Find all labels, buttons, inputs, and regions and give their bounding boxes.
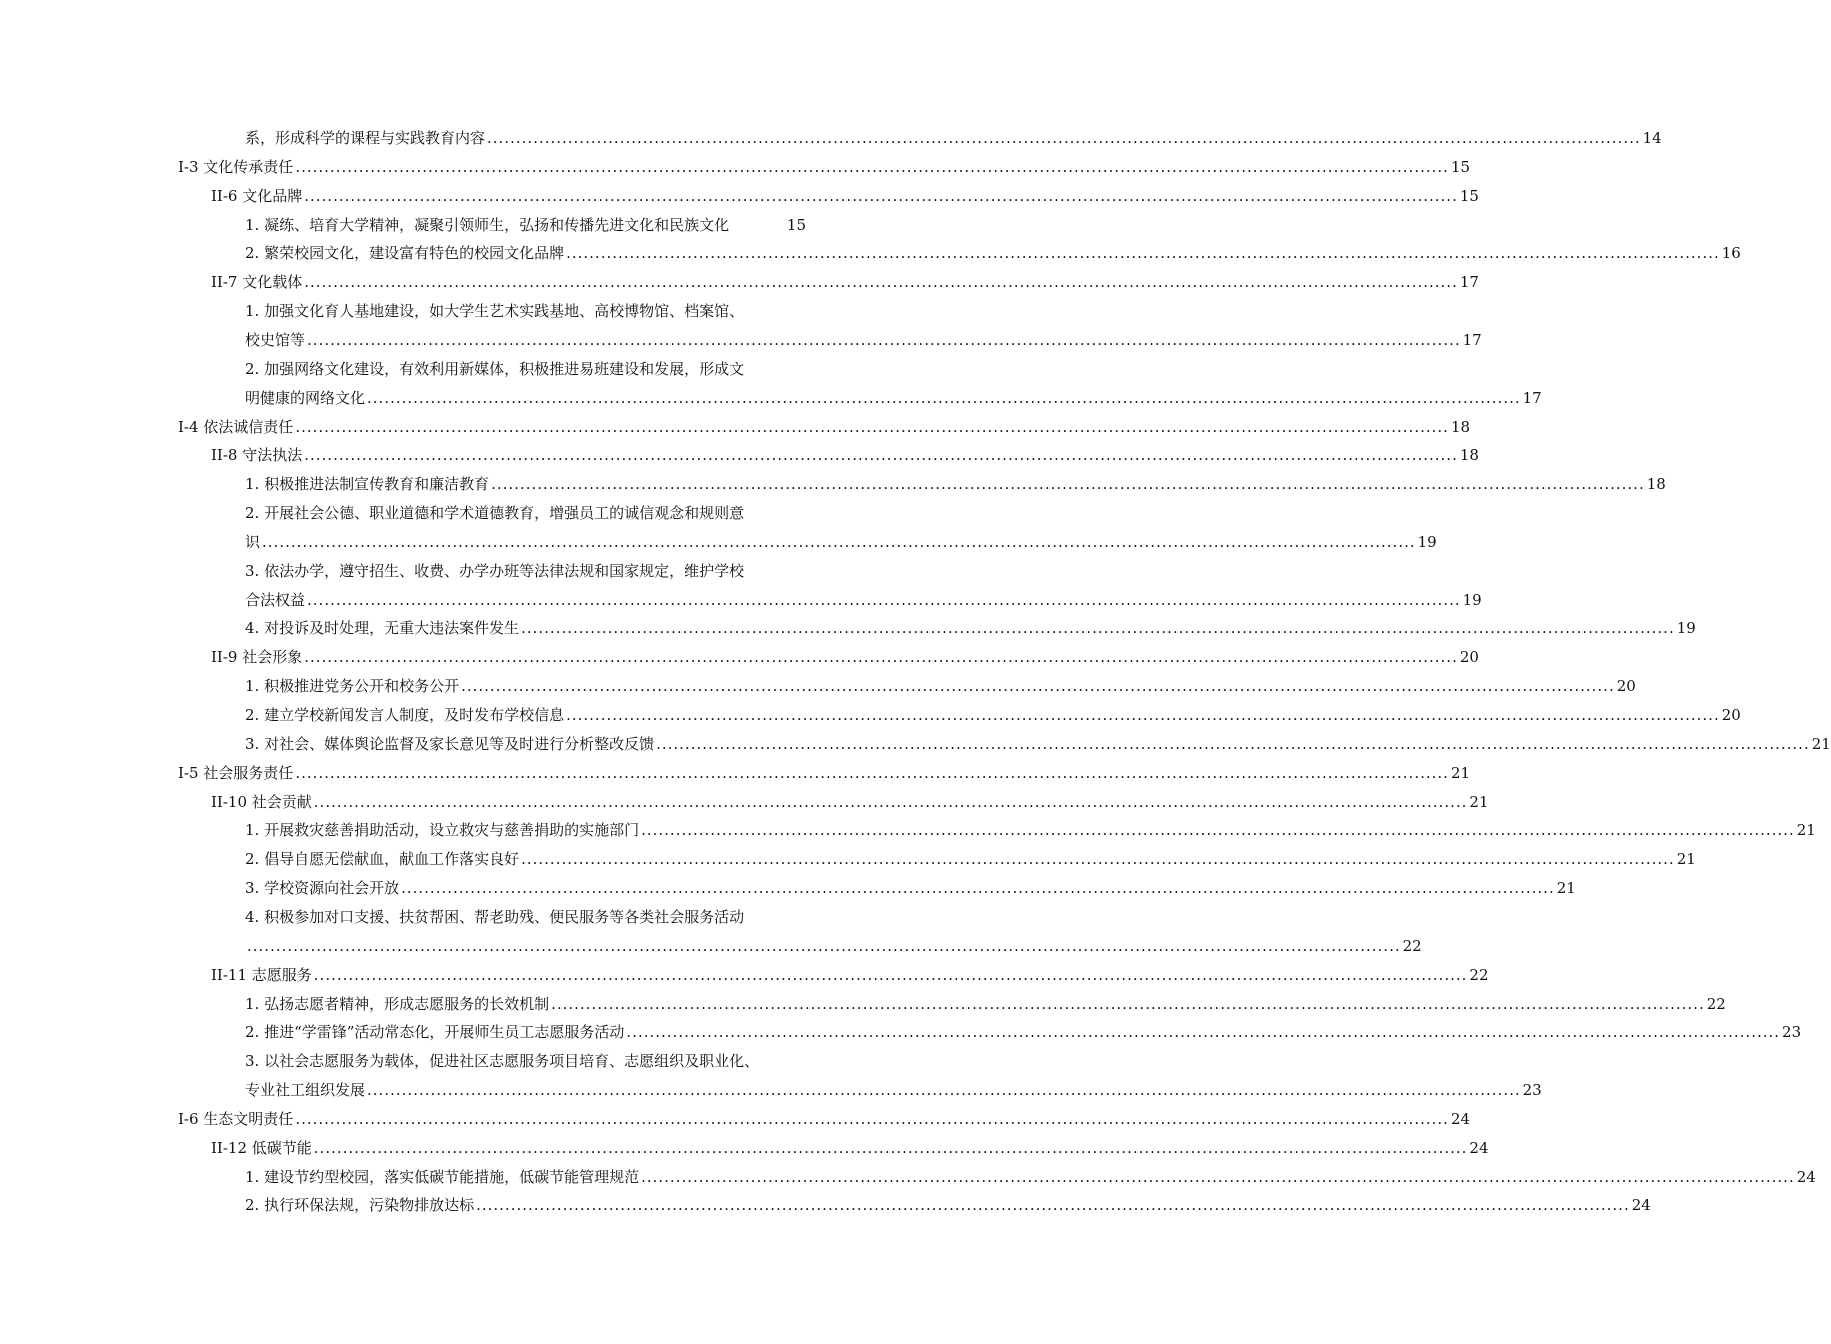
toc-entry[interactable] (245, 903, 806, 932)
dot-leader: ........................................................................................................................................................................................................ (487, 129, 1641, 147)
dot-leader: ........................................................................................................................................................................................................ (313, 966, 1468, 984)
toc-entry-title: 2. 繁荣校园文化，建设富有特色的校园文化品牌 (245, 244, 565, 262)
dot-leader: ........................................................................................................................................................................................................ (262, 533, 1416, 551)
toc-entry-title: 合法权益 (245, 591, 306, 609)
toc-entry-title: 2. 加强网络文化建设，有效利用新媒体，积极推进易班建设和发展，形成文 (245, 360, 745, 378)
toc-entry-title: I-6 生态文明责任 (178, 1110, 294, 1128)
toc-entry[interactable] (245, 124, 1662, 153)
toc-entry-title: 1. 凝练、培育大学精神，凝聚引领师生，弘扬和传播先进文化和民族文化 (245, 216, 730, 234)
toc-entry[interactable] (245, 239, 1741, 268)
toc-entry-title: I-3 文化传承责任 (178, 158, 294, 176)
toc-entry-title: 2. 建立学校新闻发言人制度，及时发布学校信息 (245, 706, 565, 724)
toc-entry[interactable] (245, 816, 1816, 845)
toc-entry-title: 1. 积极推进党务公开和校务公开 (245, 677, 460, 695)
dot-leader: ........................................................................................................................................................................................................ (295, 158, 1449, 176)
toc-entry-title: 2. 推进“学雷锋”活动常态化，开展师生员工志愿服务活动 (245, 1023, 625, 1041)
dot-leader: ........................................................................................................................................................................................................ (626, 1023, 1781, 1041)
toc-entry-title: II-7 文化载体 (211, 273, 303, 291)
toc-entry[interactable] (211, 441, 1479, 470)
toc-entry[interactable] (211, 788, 1489, 817)
toc-entry[interactable] (245, 326, 1482, 355)
dot-leader: ........................................................................................................................................................................................................ (295, 418, 1449, 436)
dot-leader: ........................................................................................................................................................................................................ (247, 937, 1401, 955)
toc-entry-page-number: 22 (1402, 937, 1422, 955)
dot-leader: ........................................................................................................................................................................................................ (304, 648, 1458, 666)
toc-entry-page-number: 24 (1450, 1110, 1471, 1128)
dot-leader: ........................................................................................................................................................................................................ (307, 331, 1461, 349)
toc-entry[interactable] (245, 586, 1482, 615)
toc-entry[interactable] (245, 1076, 1542, 1105)
toc-entry-title: 专业社工组织发展 (245, 1081, 366, 1099)
toc-entry-page-number: 20 (1721, 706, 1741, 724)
toc-entry-title: I-4 依法诚信责任 (178, 418, 294, 436)
toc-entry-title: 3. 对社会、媒体舆论监督及家长意见等及时进行分析整改反馈 (245, 735, 655, 753)
toc-entry-title: II-11 志愿服务 (211, 966, 312, 984)
toc-entry-page-number: 23 (1782, 1023, 1802, 1041)
toc-entry[interactable] (245, 528, 1437, 557)
toc-entry[interactable] (245, 845, 1696, 874)
toc-entry-title: II-8 守法执法 (211, 446, 303, 464)
toc-entry[interactable] (245, 470, 1666, 499)
toc-entry[interactable] (245, 297, 806, 326)
toc-entry[interactable] (245, 614, 1696, 643)
toc-entry-page-number: 15 (1450, 158, 1471, 176)
toc-entry[interactable] (245, 1163, 1816, 1192)
toc-entry-page-number: 18 (1450, 418, 1471, 436)
toc-entry[interactable] (245, 990, 1726, 1019)
toc-entry-title: 3. 学校资源向社会开放 (245, 879, 400, 897)
toc-entry[interactable] (245, 1047, 806, 1076)
toc-entry-title: 识 (245, 533, 261, 551)
dot-leader: ........................................................................................................................................................................................................ (476, 1196, 1630, 1214)
toc-entry-title: 3. 以社会志愿服务为载体，促进社区志愿服务项目培育、志愿组织及职业化、 (245, 1052, 760, 1070)
toc-entry-page-number: 16 (1721, 244, 1741, 262)
toc-entry-title: 4. 积极参加对口支援、扶贫帮困、帮老助残、便民服务等各类社会服务活动 (245, 908, 745, 926)
dot-leader: ........................................................................................................................................................................................................ (367, 1081, 1521, 1099)
toc-entry-title: 系，形成科学的课程与实践教育内容 (245, 129, 486, 147)
toc-entry-page-number: 24 (1631, 1196, 1651, 1214)
toc-entry[interactable] (245, 701, 1741, 730)
dot-leader: ........................................................................................................................................................................................................ (641, 821, 1795, 839)
toc-entry[interactable] (211, 182, 1479, 211)
toc-entry-title: 2. 开展社会公德、职业道德和学术道德教育，增强员工的诚信观念和规则意 (245, 504, 745, 522)
toc-entry-page-number: 18 (1646, 475, 1666, 493)
dot-leader: ........................................................................................................................................................................................................ (313, 793, 1468, 811)
dot-leader: ........................................................................................................................................................................................................ (641, 1168, 1795, 1186)
toc-entry[interactable] (245, 211, 806, 240)
toc-entry[interactable] (245, 557, 806, 586)
toc-entry-page-number: 20 (1616, 677, 1636, 695)
toc-entry-page-number: 15 (1459, 187, 1479, 205)
dot-leader: ........................................................................................................................................................................................................ (566, 244, 1720, 262)
toc-entry-page-number: 17 (1522, 389, 1542, 407)
toc-entry-page-number: 18 (1459, 446, 1479, 464)
toc-entry-page-number: 15 (786, 216, 806, 234)
toc-entry-title: II-12 低碳节能 (211, 1139, 312, 1157)
toc-entry[interactable] (245, 672, 1636, 701)
toc-entry-page-number: 21 (1811, 735, 1831, 753)
toc-entry-title: 2. 倡导自愿无偿献血，献血工作落实良好 (245, 850, 520, 868)
toc-entry-title: II-9 社会形象 (211, 648, 303, 666)
toc-entry[interactable] (245, 1191, 1651, 1220)
toc-entry-title: 1. 积极推进法制宣传教育和廉洁教育 (245, 475, 490, 493)
dot-leader: ........................................................................................................................................................................................................ (304, 273, 1458, 291)
toc-entry[interactable] (211, 1134, 1489, 1163)
dot-leader: ........................................................................................................................................................................................................ (566, 706, 1720, 724)
dot-leader: ........................................................................................................................................................................................................ (307, 591, 1461, 609)
toc-entry-title: 2. 执行环保法规，污染物排放达标 (245, 1196, 475, 1214)
dot-leader: ........................................................................................................................................................................................................ (304, 187, 1458, 205)
toc-entry-page-number: 23 (1522, 1081, 1542, 1099)
dot-leader: ........................................................................................................................................................................................................ (521, 619, 1675, 637)
toc-entry[interactable] (178, 413, 1471, 442)
dot-leader: ........................................................................................................................................................................................................ (491, 475, 1645, 493)
toc-entry-title: 1. 加强文化育人基地建设，如大学生艺术实践基地、高校博物馆、档案馆、 (245, 302, 745, 320)
toc-entry[interactable] (178, 153, 1471, 182)
toc-entry-title: 4. 对投诉及时处理，无重大违法案件发生 (245, 619, 520, 637)
toc-entry-title: 1. 弘扬志愿者精神，形成志愿服务的长效机制 (245, 995, 550, 1013)
toc-entry-page-number: 21 (1556, 879, 1576, 897)
dot-leader: ........................................................................................................................................................................................................ (401, 879, 1555, 897)
toc-entry-page-number: 24 (1469, 1139, 1489, 1157)
dot-leader: ........................................................................................................................................................................................................ (521, 850, 1675, 868)
toc-entry-title: 明健康的网络文化 (245, 389, 366, 407)
toc-entry[interactable] (245, 384, 1542, 413)
toc-entry-title: II-6 文化品牌 (211, 187, 303, 205)
toc-entry-page-number: 17 (1459, 273, 1479, 291)
toc-entry-page-number: 21 (1469, 793, 1489, 811)
toc-entry[interactable] (245, 1018, 1802, 1047)
toc-entry[interactable] (211, 961, 1489, 990)
toc-entry[interactable] (245, 932, 1422, 961)
toc-entry-page-number: 24 (1796, 1168, 1816, 1186)
toc-entry-title: 1. 建设节约型校园，落实低碳节能措施，低碳节能管理规范 (245, 1168, 640, 1186)
toc-entry-page-number: 14 (1642, 129, 1662, 147)
dot-leader: ........................................................................................................................................................................................................ (304, 446, 1458, 464)
toc-entry-page-number: 20 (1459, 648, 1479, 666)
toc-entry-title: II-10 社会贡献 (211, 793, 312, 811)
toc-entry[interactable] (211, 643, 1479, 672)
toc-entry-page-number: 22 (1469, 966, 1489, 984)
toc-entry-title: 3. 依法办学，遵守招生、收费、办学办班等法律法规和国家规定，维护学校 (245, 562, 745, 580)
toc-entry[interactable] (245, 355, 806, 384)
toc-entry[interactable] (211, 268, 1479, 297)
toc-entry[interactable] (178, 759, 1471, 788)
dot-leader: ........................................................................................................................................................................................................ (551, 995, 1705, 1013)
toc-entry-title: I-5 社会服务责任 (178, 764, 294, 782)
toc-entry[interactable] (178, 1105, 1471, 1134)
toc-entry[interactable] (245, 730, 1831, 759)
toc-entry-page-number: 21 (1450, 764, 1471, 782)
toc-entry-page-number: 21 (1676, 850, 1696, 868)
dot-leader: ........................................................................................................................................................................................................ (367, 389, 1521, 407)
toc-entry-page-number: 19 (1462, 591, 1482, 609)
toc-entry-title: 1. 开展救灾慈善捐助活动，设立救灾与慈善捐助的实施部门 (245, 821, 640, 839)
toc-entry-page-number: 22 (1706, 995, 1726, 1013)
toc-entry-page-number: 19 (1676, 619, 1696, 637)
toc-entry-title: 校史馆等 (245, 331, 306, 349)
toc-entry-page-number: 21 (1796, 821, 1816, 839)
dot-leader: ........................................................................................................................................................................................................ (295, 1110, 1449, 1128)
dot-leader: ........................................................................................................................................................................................................ (313, 1139, 1468, 1157)
toc-entry-page-number: 17 (1462, 331, 1482, 349)
dot-leader: ........................................................................................................................................................................................................ (656, 735, 1810, 753)
toc-entry[interactable] (245, 874, 1576, 903)
dot-leader: ........................................................................................................................................................................................................ (295, 764, 1449, 782)
toc-entry[interactable] (245, 499, 806, 528)
dot-leader: ........................................................................................................................................................................................................ (461, 677, 1615, 695)
toc-entry-page-number: 19 (1417, 533, 1437, 551)
